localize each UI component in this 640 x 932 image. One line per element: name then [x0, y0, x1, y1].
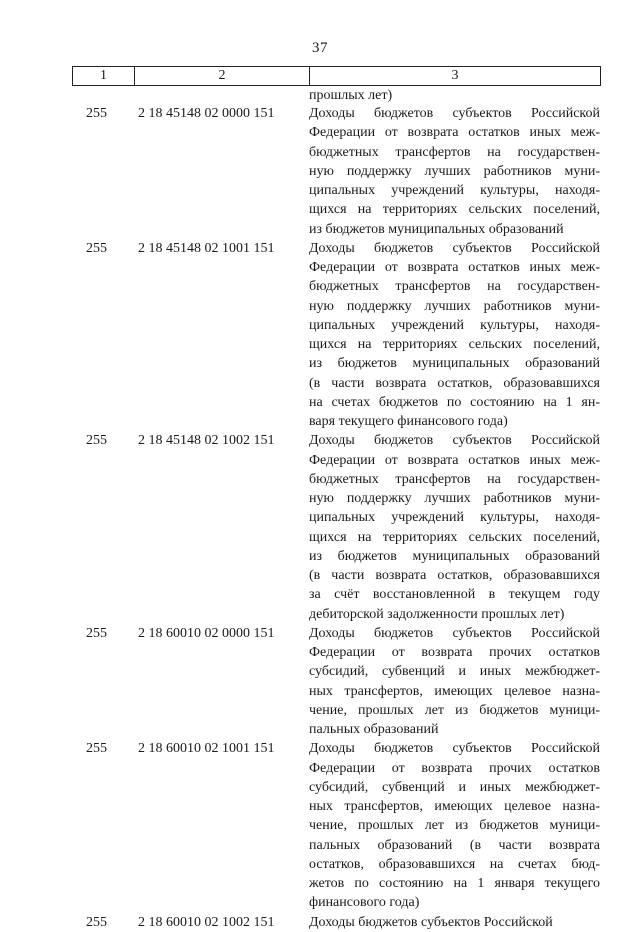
income-name-line: Федерации от возврата остатков иных меж- [309, 260, 600, 275]
table-row [72, 913, 600, 932]
income-name-line: Доходы бюджетов субъектов Российской [309, 741, 600, 757]
carried-over-text: прошлых лет) [309, 88, 393, 103]
income-name-line: Федерации от возврата остатков иных меж- [309, 125, 600, 141]
admin-code-cell: 255 [86, 433, 107, 449]
budget-classification-code-cell: 2 18 60010 02 0000 151 [138, 625, 275, 641]
table-row [72, 239, 600, 432]
income-name-line: Доходы бюджетов субъектов Российской [309, 106, 600, 121]
income-name-line: пальных образований [309, 722, 439, 737]
income-name-line: ную поддержку лучших работников муни- [309, 163, 600, 179]
budget-classification-code-cell: 2 18 60010 02 1001 151 [138, 741, 275, 757]
income-name-line: ных трансфертов, имеющих целевое назна- [309, 683, 600, 699]
income-name-line: жетов по состоянию на 1 января текущего [309, 876, 600, 891]
admin-code-cell: 255 [86, 106, 107, 121]
column-header-row [73, 67, 601, 86]
column-header-table [72, 66, 601, 86]
income-name-line: субсидий, субвенций и иных межбюджет- [309, 779, 600, 795]
income-name-line: щихся на территориях сельских поселений, [309, 337, 600, 352]
income-name-line: ципальных учреждений культуры, находя- [309, 510, 600, 526]
admin-code-cell: 255 [86, 914, 107, 930]
income-name-line: пальных образований (в части возврата [309, 837, 600, 853]
income-name-line: ную поддержку лучших работников муни- [309, 298, 600, 314]
budget-classification-code-cell: 2 18 45148 02 0000 151 [138, 106, 275, 121]
income-name-line: из бюджетов муниципальных образований [309, 221, 564, 237]
column-header-1: 1 [73, 67, 135, 86]
admin-code-cell: 255 [86, 240, 107, 256]
income-name-line: (в части возврата остатков, образовавшихся [309, 568, 600, 583]
income-name-line: Доходы бюджетов субъектов Российской [309, 625, 600, 641]
column-header-2: 2 [135, 67, 310, 86]
income-name-line: Доходы бюджетов субъектов Российской [309, 433, 600, 449]
income-name-line: ципальных учреждений культуры, находя- [309, 317, 600, 333]
budget-classification-code-cell: 2 18 60010 02 1002 151 [138, 914, 275, 930]
table-row [72, 739, 600, 912]
income-name-line: ную поддержку лучших работников муни- [309, 491, 600, 506]
income-name-line: субсидий, субвенций и иных межбюджет- [309, 664, 600, 680]
income-name-line: за счёт восстановленной в текущем году [309, 587, 600, 603]
income-name-line: бюджетных трансфертов на государствен- [309, 144, 600, 160]
income-name-line: финансового года) [309, 895, 420, 911]
table-row [72, 431, 600, 624]
income-name-line: варя текущего финансового года) [309, 414, 508, 429]
column-header-3: 3 [310, 67, 601, 86]
income-name-cell [309, 104, 600, 239]
income-name-cell [309, 913, 600, 932]
income-name-line: бюджетных трансфертов на государствен- [309, 279, 600, 295]
table-row [72, 104, 600, 239]
page-number: 37 [312, 40, 328, 56]
income-name-cell [309, 739, 600, 912]
income-name-cell [309, 624, 600, 740]
income-name-line: чение, прошлых лет из бюджетов муници- [309, 818, 600, 834]
income-name-line: Федерации от возврата прочих остатков [309, 645, 600, 660]
income-name-line: Доходы бюджетов субъектов Российской [309, 240, 600, 256]
income-name-line: дебиторской задолженности прошлых лет) [309, 606, 565, 622]
admin-code-cell: 255 [86, 741, 107, 757]
income-name-line: Федерации от возврата прочих остатков [309, 760, 600, 776]
income-name-line: щихся на территориях сельских поселений, [309, 529, 600, 545]
income-name-line: Доходы бюджетов субъектов Российской [309, 914, 553, 930]
income-name-line: остатков, образовавшихся на счетах бюд- [309, 856, 600, 872]
table-row [72, 624, 600, 740]
income-name-line: чение, прошлых лет из бюджетов муници- [309, 702, 600, 718]
budget-classification-code-cell: 2 18 45148 02 1001 151 [138, 240, 275, 256]
income-name-line: из бюджетов муниципальных образований [309, 548, 600, 564]
classification-table-body [72, 104, 600, 932]
income-name-line: (в части возврата остатков, образовавшихся [309, 375, 600, 391]
income-name-cell [309, 239, 600, 432]
income-name-cell [309, 431, 600, 624]
income-name-line: щихся на территориях сельских поселений, [309, 202, 600, 218]
income-name-line: Федерации от возврата остатков иных меж- [309, 452, 600, 468]
income-name-line: ципальных учреждений культуры, находя- [309, 183, 600, 198]
income-name-line: бюджетных трансфертов на государствен- [309, 471, 600, 487]
income-name-line: на счетах бюджетов по состоянию на 1 ян- [309, 394, 600, 410]
income-name-line: ных трансфертов, имеющих целевое назна- [309, 799, 600, 814]
budget-classification-code-cell: 2 18 45148 02 1002 151 [138, 433, 275, 449]
income-name-line: из бюджетов муниципальных образований [309, 356, 600, 372]
admin-code-cell: 255 [86, 625, 107, 641]
